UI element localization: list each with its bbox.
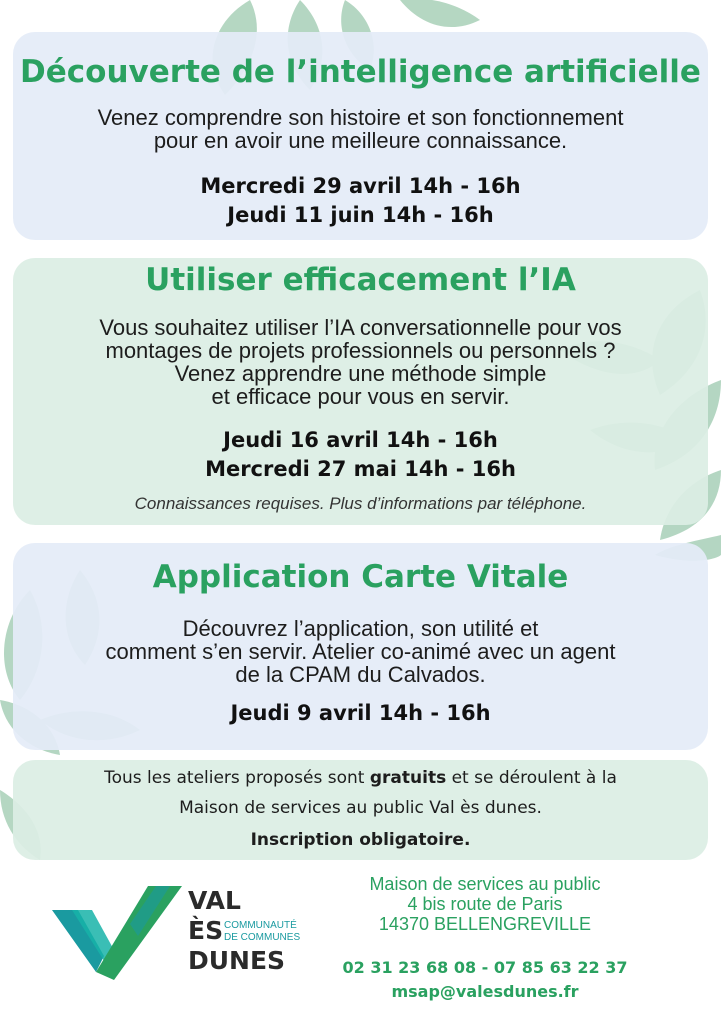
info-card	[13, 760, 708, 860]
v-mark-icon	[52, 884, 187, 980]
contact-city: 14370 BELLENGREVILLE	[378, 914, 592, 934]
workshop-card-carte-vitale	[13, 543, 708, 750]
workshop-description: Vous souhaitez utiliser l’IA conversationnelle pour vos montages de projets professionnels ou personnels ? Venez apprendre une méthode simple et efficace pour vous en servir.	[99, 315, 622, 409]
info-registration-required: Inscription obligatoire.	[250, 830, 471, 850]
contact-address	[320, 874, 650, 934]
free-emphasis: gratuits	[369, 768, 447, 788]
contact-details	[320, 956, 650, 1004]
info-location-line: Maison de services au public Val ès dunes.	[179, 798, 542, 818]
workshop-description: Venez comprendre son histoire et son fonctionnement pour en avoir une meilleure connaissance.	[97, 105, 624, 153]
logo-word-es: ÈS	[188, 916, 224, 945]
val-es-dunes-logo	[52, 884, 302, 984]
contact-phone[interactable]: 02 31 23 68 08 - 07 85 63 22 37	[342, 958, 628, 977]
workshop-description: Découvrez l’application, son utilité et comment s’en servir. Atelier co-animé avec un agent de la CPAM du Calvados.	[105, 616, 616, 687]
logo-word-dunes: DUNES	[188, 946, 286, 975]
logo-subtitle-2: DE COMMUNES	[224, 932, 301, 943]
workshop-dates: Jeudi 16 avril 14h - 16h Mercredi 27 mai 14h - 16h	[205, 428, 516, 481]
workshop-dates: Jeudi 9 avril 14h - 16h	[230, 701, 491, 725]
workshop-note: Connaissances requises. Plus d’informations par téléphone.	[134, 494, 587, 513]
workshop-title: Utiliser efficacement l’IA	[145, 262, 576, 298]
workshop-card-ai-discovery	[13, 32, 708, 240]
workshop-title: Découverte de l’intelligence artificielle	[20, 54, 701, 90]
info-free-line: Tous les ateliers proposés sont gratuits et se déroulent à la	[104, 768, 617, 788]
contact-name: Maison de services au public	[369, 874, 601, 894]
workshop-dates: Mercredi 29 avril 14h - 16h Jeudi 11 juin 14h - 16h	[200, 174, 521, 227]
workshop-card-use-ai	[13, 258, 708, 525]
contact-street: 4 bis route de Paris	[407, 894, 563, 914]
logo-word-val: VAL	[188, 886, 241, 915]
logo-subtitle-1: COMMUNAUTÉ	[224, 920, 297, 931]
workshop-title: Application Carte Vitale	[152, 559, 569, 595]
contact-email[interactable]: msap@valesdunes.fr	[391, 982, 579, 1001]
